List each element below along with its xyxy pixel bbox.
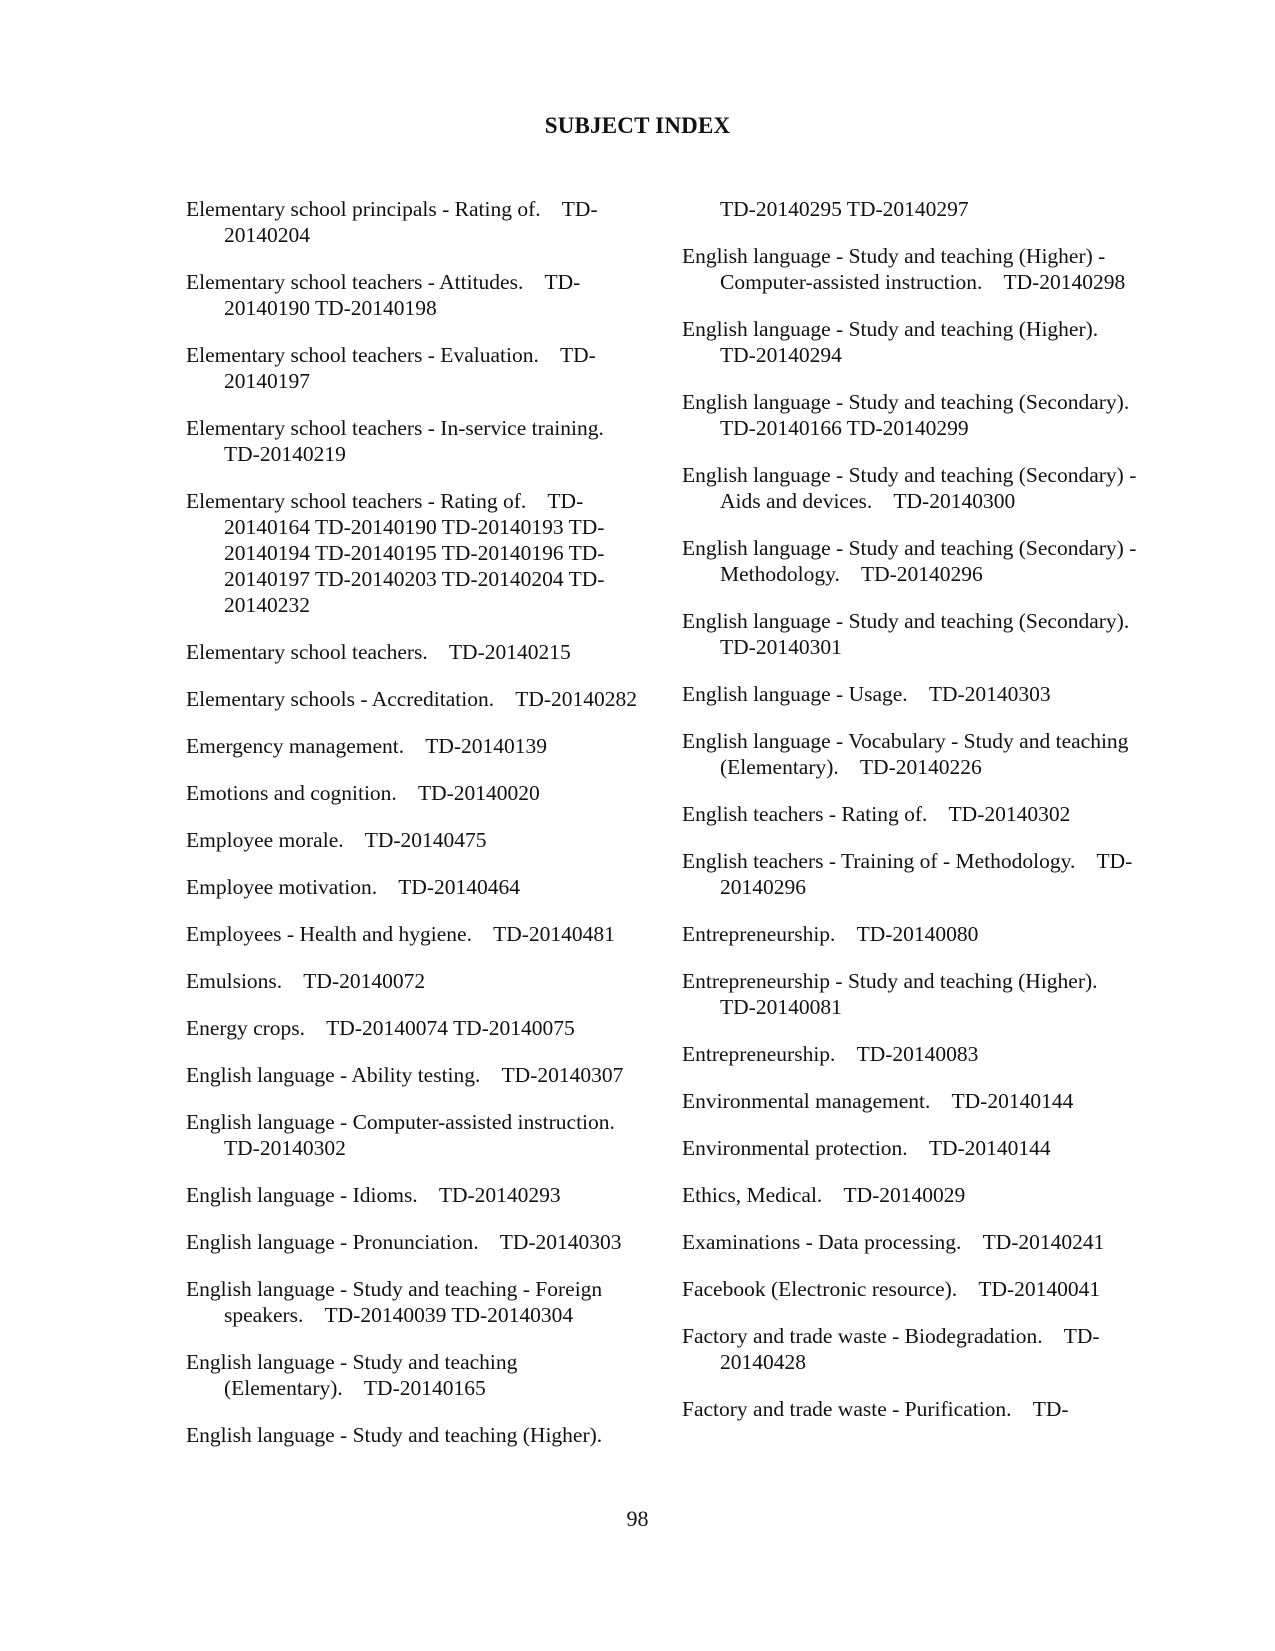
index-entry-subject: English language - Study and teaching (Secondary) - Aids and devices. <box>682 463 1137 513</box>
index-entry-ids: TD-20140020 <box>417 781 540 805</box>
index-entry-ids: TD-20140074 TD-20140075 <box>326 1016 575 1040</box>
index-entry-ids: TD-20140296 <box>860 562 983 586</box>
index-entry-subject: English language - Study and teaching (Secondary). <box>682 390 1130 414</box>
index-entry <box>682 921 1152 947</box>
index-entry-subject: English language - Study and teaching (Secondary) - Methodology. <box>682 536 1137 586</box>
index-entry-subject: English language - Study and teaching (Higher). <box>186 1423 603 1447</box>
index-entry-subject: English language - Study and teaching - Foreign speakers. <box>186 1277 603 1327</box>
index-entry <box>186 488 656 618</box>
index-entry-subject: Ethics, Medical. <box>682 1183 823 1207</box>
index-entry <box>186 968 656 994</box>
index-entry-ids: TD-20140302 <box>224 1136 346 1160</box>
index-entry <box>186 733 656 759</box>
index-entry-subject: Environmental management. <box>682 1089 931 1113</box>
index-entry <box>682 728 1152 780</box>
index-entry <box>682 462 1152 514</box>
index-entry-ids: TD-20140041 <box>978 1277 1101 1301</box>
index-entry-subject: Emergency management. <box>186 734 405 758</box>
index-entry-subject: English language - Study and teaching (Secondary). <box>682 609 1130 633</box>
index-entry-ids: TD-20140144 <box>928 1136 1051 1160</box>
index-entry-ids: TD-20140081 <box>720 995 842 1019</box>
index-entry <box>682 801 1152 827</box>
index-column-right <box>682 196 1152 1443</box>
index-entry-ids: TD-20140166 TD-20140299 <box>720 416 969 440</box>
index-entry-ids: TD-20140029 <box>843 1183 966 1207</box>
index-entry-ids: TD-20140303 <box>499 1230 622 1254</box>
index-entry-ids: TD-20140303 <box>928 682 1051 706</box>
index-entry-subject: English teachers - Rating of. <box>682 802 928 826</box>
index-entry-ids: TD-20140293 <box>438 1183 561 1207</box>
index-entry-ids: TD-20140481 <box>493 922 615 946</box>
index-entry-ids: TD-20140298 <box>1003 270 1126 294</box>
index-entry <box>186 639 656 665</box>
index-entry-subject: English language - Idioms. <box>186 1183 418 1207</box>
index-entry-ids: TD-20140144 <box>951 1089 1074 1113</box>
index-entry <box>682 389 1152 441</box>
index-entry-ids: TD-20140190 TD-20140198 <box>224 270 581 320</box>
index-entry <box>186 921 656 947</box>
continued-entry-ids: TD-20140295 TD-20140297 <box>720 197 969 221</box>
index-entry-subject: Elementary school principals - Rating of. <box>186 197 541 221</box>
index-entry-ids: TD-20140080 <box>856 922 979 946</box>
index-entry <box>682 1323 1152 1375</box>
index-entry-subject: Elementary school teachers - Rating of. <box>186 489 527 513</box>
index-entry-subject: Employees - Health and hygiene. <box>186 922 472 946</box>
index-entry <box>186 342 656 394</box>
index-entry <box>186 269 656 321</box>
index-entry-subject: Employee motivation. <box>186 875 378 899</box>
index-entry <box>682 1396 1152 1422</box>
index-entry-ids: TD-20140165 <box>363 1376 486 1400</box>
index-entry <box>186 780 656 806</box>
index-entry <box>682 535 1152 587</box>
index-entry-subject: English language - Vocabulary - Study and teaching (Elementary). <box>682 729 1129 779</box>
index-entry <box>682 1182 1152 1208</box>
index-entry-ids: TD-20140215 <box>448 640 571 664</box>
index-entry <box>682 968 1152 1020</box>
index-entry-subject: Entrepreneurship. <box>682 922 836 946</box>
index-entry <box>682 1135 1152 1161</box>
index-entry-subject: Factory and trade waste - Purification. <box>682 1397 1012 1421</box>
index-entry-ids: TD-20140219 <box>224 442 346 466</box>
index-entry-subject: Elementary school teachers - Attitudes. <box>186 270 524 294</box>
index-entry-ids: TD- <box>1032 1397 1069 1421</box>
index-entry <box>186 1109 656 1161</box>
index-entry-ids: TD-20140428 <box>720 1324 1100 1374</box>
index-entry-subject: English language - Study and teaching (Higher). <box>682 317 1099 341</box>
index-entry <box>682 316 1152 368</box>
index-entry <box>682 243 1152 295</box>
index-entry-ids: TD-20140241 <box>982 1230 1105 1254</box>
index-entry-subject: Energy crops. <box>186 1016 306 1040</box>
index-entry <box>186 1349 656 1401</box>
index-entry <box>186 196 656 248</box>
index-entry <box>186 874 656 900</box>
index-entry-ids: TD-20140301 <box>720 635 842 659</box>
page-number: 98 <box>626 1506 649 1531</box>
index-entry-subject: Environmental protection. <box>682 1136 908 1160</box>
index-entry <box>682 848 1152 900</box>
index-entry <box>682 1229 1152 1255</box>
index-entry-subject: Elementary school teachers. <box>186 640 428 664</box>
index-entry-ids: TD-20140475 <box>364 828 487 852</box>
index-entry-subject: Factory and trade waste - Biodegradation. <box>682 1324 1043 1348</box>
index-entry <box>682 1088 1152 1114</box>
index-entry-subject: English language - Ability testing. <box>186 1063 481 1087</box>
index-column-left <box>186 196 656 1469</box>
index-entry-subject: Facebook (Electronic resource). <box>682 1277 958 1301</box>
index-entry-subject: Employee morale. <box>186 828 344 852</box>
index-entry <box>186 1182 656 1208</box>
index-entry <box>186 1276 656 1328</box>
index-entry-ids: TD-20140307 <box>501 1063 624 1087</box>
index-entry-ids: TD-20140039 TD-20140304 <box>324 1303 574 1327</box>
index-entry-ids: TD-20140296 <box>720 849 1133 899</box>
index-entry-ids: TD-20140083 <box>856 1042 979 1066</box>
index-entry-subject: English language - Pronunciation. <box>186 1230 479 1254</box>
index-entry-ids: TD-20140204 <box>224 197 598 247</box>
index-entry-subject: English language - Study and teaching (Higher) - Computer-assisted instruction. <box>682 244 1106 294</box>
index-entry-subject: Entrepreneurship. <box>682 1042 836 1066</box>
index-entry <box>682 1041 1152 1067</box>
index-entry-subject: Elementary school teachers - Evaluation. <box>186 343 539 367</box>
index-entry-ids: TD-20140294 <box>720 343 842 367</box>
index-entry-ids: TD-20140300 <box>893 489 1016 513</box>
index-entry <box>186 686 656 712</box>
index-entry <box>682 681 1152 707</box>
index-entry <box>186 415 656 467</box>
index-entry <box>186 1229 656 1255</box>
index-entry-ids: TD-20140197 <box>224 343 596 393</box>
index-entry <box>186 827 656 853</box>
index-entry <box>186 1015 656 1041</box>
index-entry-subject: English teachers - Training of - Methodology. <box>682 849 1076 873</box>
index-entry-ids: TD-20140226 <box>859 755 982 779</box>
index-entry-subject: Elementary schools - Accreditation. <box>186 687 495 711</box>
index-entry-subject: English language - Usage. <box>682 682 908 706</box>
index-entry-subject: Emulsions. <box>186 969 283 993</box>
index-entry-ids: TD-20140072 <box>303 969 426 993</box>
page-title: SUBJECT INDEX <box>544 113 731 138</box>
index-entry-ids: TD-20140464 <box>398 875 521 899</box>
index-entry-subject: Elementary school teachers - In-service training. <box>186 416 604 440</box>
index-entry-subject: Entrepreneurship - Study and teaching (Higher). <box>682 969 1098 993</box>
index-entry <box>186 1062 656 1088</box>
index-entry-ids: TD-20140164 TD-20140190 TD-20140193 TD-20140194 TD-20140195 TD-20140196 TD-20140197 TD-20140203 TD-20140204 TD-20140232 <box>224 489 605 617</box>
index-entry-subject: English language - Computer-assisted instruction. <box>186 1110 615 1134</box>
index-entry <box>186 1422 656 1448</box>
index-entry-subject: English language - Study and teaching (Elementary). <box>186 1350 518 1400</box>
index-entry <box>682 608 1152 660</box>
index-entry-ids: TD-20140282 <box>515 687 638 711</box>
index-entry-ids: TD-20140302 <box>948 802 1071 826</box>
index-entry <box>682 1276 1152 1302</box>
index-entry-ids: TD-20140139 <box>425 734 548 758</box>
index-entry-subject: Examinations - Data processing. <box>682 1230 962 1254</box>
index-entry-subject: Emotions and cognition. <box>186 781 397 805</box>
